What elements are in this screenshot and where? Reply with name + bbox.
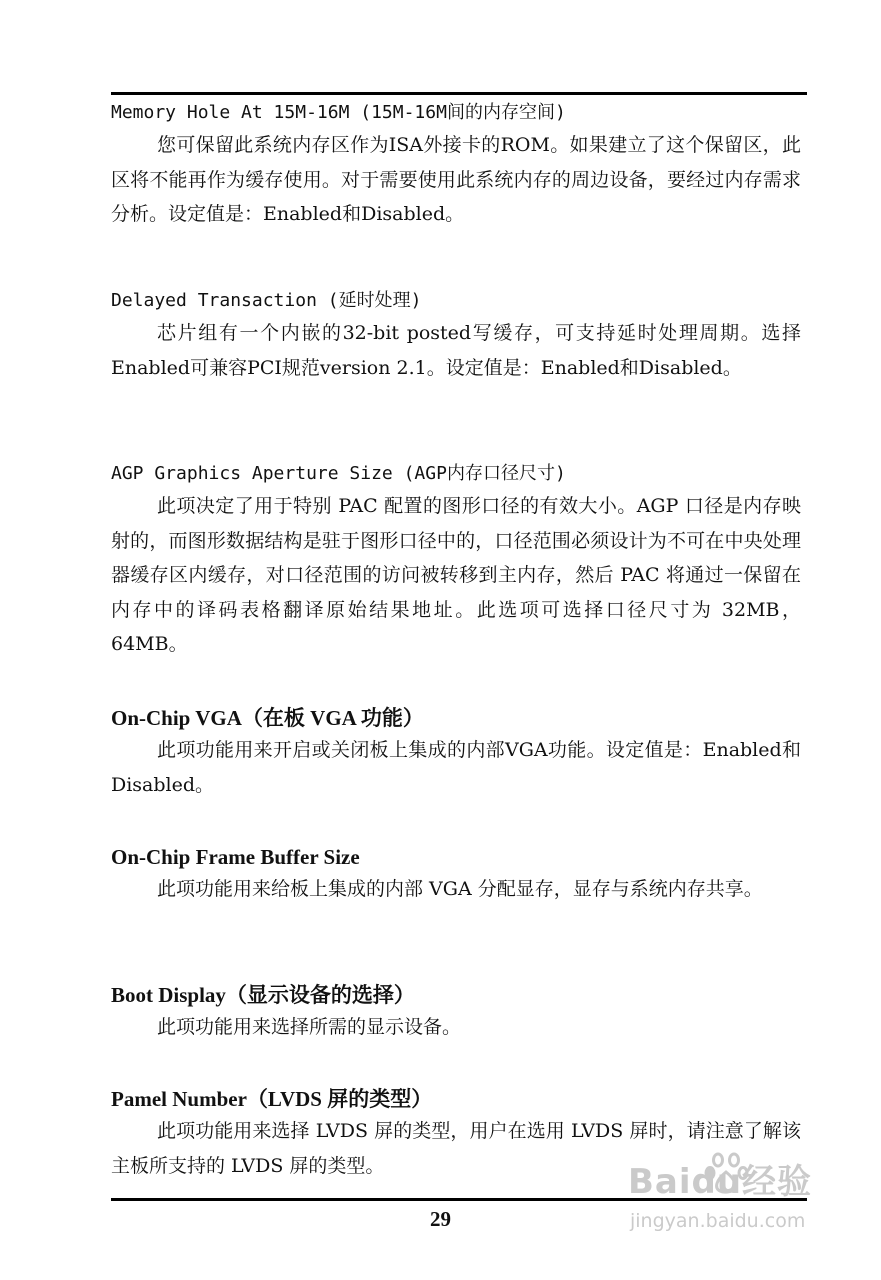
section-frame-buffer — [111, 842, 801, 907]
watermark — [628, 1150, 838, 1250]
section-heading: AGP Graphics Aperture Size (AGP内存口径尺寸) — [111, 463, 566, 484]
watermark-logo: Baidu经验 — [628, 1162, 813, 1202]
section-boot-display — [111, 980, 801, 1045]
section-memory-hole — [111, 98, 801, 232]
section-onchip-vga — [111, 703, 801, 802]
watermark-url: jingyan.baidu.com — [630, 1210, 806, 1232]
section-heading: Pamel Number（LVDS 屏的类型） — [111, 1087, 433, 1111]
page-number: 29 — [430, 1207, 451, 1231]
section-heading: Boot Display（显示设备的选择） — [111, 983, 415, 1007]
section-body: 此项功能用来选择所需的显示设备。 — [157, 1016, 462, 1038]
section-agp-aperture — [111, 459, 801, 662]
section-body: 此项决定了用于特别 PAC 配置的图形口径的有效大小。AGP 口径是内存映射的，而图形数据结构是驻于图形口径中的，口径范围必须设计为不可在中央处理器缓存区内缓存，对口径范围的访问被转移到主内存，然后 PAC 将通过一保留在内存中的译码表格翻译原始结果地址。此选项可选择口径尺寸为 32MB，64MB。 — [111, 495, 801, 655]
section-body: 此项功能用来开启或关闭板上集成的内部VGA功能。设定值是：Enabled和Disabled。 — [111, 739, 801, 796]
section-heading: Memory Hole At 15M-16M (15M-16M间的内存空间) — [111, 102, 566, 123]
baidu-paw-icon — [704, 1150, 750, 1196]
section-delayed-transaction — [111, 286, 801, 385]
section-heading: On-Chip Frame Buffer Size — [111, 845, 360, 869]
section-heading: Delayed Transaction (延时处理) — [111, 290, 422, 311]
section-body: 您可保留此系统内存区作为ISA外接卡的ROM。如果建立了这个保留区，此区将不能再作为缓存使用。对于需要使用此系统内存的周边设备，要经过内存需求分析。设定值是：Enabled和Disabled。 — [111, 134, 801, 225]
section-body: 芯片组有一个内嵌的32-bit posted写缓存，可支持延时处理周期。选择Enabled可兼容PCI规范version 2.1。设定值是：Enabled和Disabled。 — [111, 322, 801, 379]
section-body: 此项功能用来给板上集成的内部 VGA 分配显存，显存与系统内存共享。 — [157, 878, 763, 900]
section-heading: On-Chip VGA（在板 VGA 功能） — [111, 706, 424, 730]
top-rule — [111, 92, 807, 95]
section-body: 此项功能用来选择 LVDS 屏的类型，用户在选用 LVDS 屏时，请注意了解该主板所支持的 LVDS 屏的类型。 — [111, 1120, 801, 1177]
